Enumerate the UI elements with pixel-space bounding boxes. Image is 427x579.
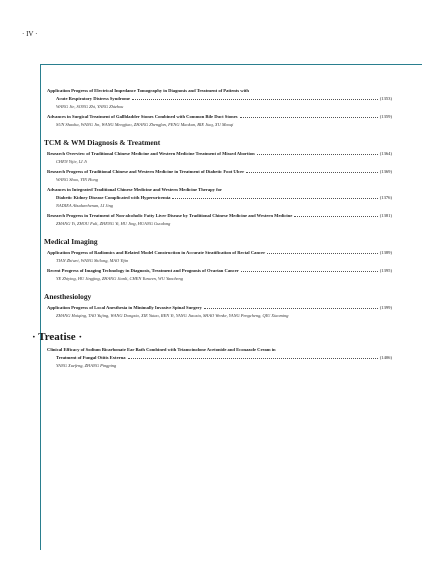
leader-dots <box>267 250 378 254</box>
article-title-line[interactable] <box>47 268 392 274</box>
article-title-line[interactable] <box>47 151 392 157</box>
leader-dots <box>132 96 378 100</box>
leader-dots <box>204 305 378 309</box>
article-authors: YE Zhiying, HU Jingjing, ZHANG Jianli, CHEN Yunwen, WU Yancheng <box>56 276 183 281</box>
article-page: (1353) <box>379 96 392 101</box>
article-title-line[interactable] <box>47 114 392 120</box>
article-title-text: Research Progress in Treatment of Non-alcoholic Fatty Liver Disease by Traditional Chinese Medicine and Western Medicine <box>47 213 293 218</box>
article-page: (1369) <box>379 169 392 174</box>
leader-dots <box>241 268 378 272</box>
article-authors: TIAN Zhiwei, WANG Shilong, MAO Yijin <box>56 258 129 263</box>
article-title-text: Treatment of Fungal Otitis Externa <box>56 355 126 360</box>
article-title-line[interactable] <box>47 355 392 361</box>
article-title-line[interactable] <box>47 169 392 175</box>
treatise-heading: · Treatise · <box>32 331 83 343</box>
article-authors: ZHANG Haiqing, TAO Yujing, WANG Dongxia, XIE Yutao, REN Yi, YANG Jiaoxia, SHAO Wenke, YANG Pengcheng, QIU Xiaoming <box>56 313 289 318</box>
article-title-line[interactable] <box>47 96 392 102</box>
article-authors: YANG Xuefeng, ZHANG Pingping <box>56 363 117 368</box>
article-title-text: Advances in Integrated Traditional Chinese Medicine and Western Medicine Therapy for <box>47 187 222 192</box>
article-authors: WANG Shuo, YIN Hong <box>56 177 98 182</box>
article-title-text: Advances in Surgical Treatment of Gallbladder Stones Combined with Common Bile Duct Stones <box>47 114 238 119</box>
leader-dots <box>257 151 378 155</box>
leader-dots <box>240 114 378 118</box>
section-heading: TCM & WM Diagnosis & Treatment <box>44 138 161 147</box>
page-number: · IV · <box>22 30 38 38</box>
article-title-line[interactable] <box>47 195 392 201</box>
article-authors: SUN Shaoha, WANG Jin, WANG Mengjiao, ZHANG Zhengfan, FENG Maokun, BIE Jiaq, XU Maoqi <box>56 122 234 127</box>
article-authors: WANG Jie, SONG Zhi, YANG Zhizhou <box>56 104 124 109</box>
article-title-text: Application Progress of Local Anesthesia in Minimally Invasive Spinal Surgery <box>47 305 202 310</box>
section-heading: Medical Imaging <box>44 237 98 246</box>
article-authors: CHEN Yijie, LI Ji <box>56 159 87 164</box>
leader-dots <box>172 195 377 199</box>
article-title-line[interactable] <box>47 88 392 94</box>
article-title-line[interactable] <box>47 250 392 256</box>
article-page: (1381) <box>379 213 392 218</box>
leader-dots <box>246 169 378 173</box>
article-title-text: Application Progress of Radiomics and Related Model Construction in Accurate Stratification of Rectal Cancer <box>47 250 266 255</box>
table-of-contents <box>32 84 392 369</box>
article-title-text: Application Progress of Electrical Impedance Tomography in Diagnosis and Treatment of Patients with <box>47 88 249 93</box>
article-page: (1364) <box>379 151 392 156</box>
leader-dots <box>294 213 377 217</box>
article-page: (1395) <box>379 268 392 273</box>
article-title-line[interactable] <box>47 347 392 353</box>
section-heading: Anesthesiology <box>44 292 92 301</box>
article-authors: ZHANG Yi, ZHOU Fuli, ZHENG Yi, HU Jing, HUANG Guodong <box>56 221 171 226</box>
article-title-line[interactable] <box>47 305 392 311</box>
article-page: (1376) <box>379 195 392 200</box>
article-page: (1399) <box>379 305 392 310</box>
article-title-text: Diabetic Kidney Disease Complicated with Hyperuricemia <box>56 195 171 200</box>
article-authors: NADIEA Abudurehenan, LI Jing <box>56 203 113 208</box>
article-title-text: Acute Respiratory Distress Syndrome <box>56 96 130 101</box>
article-title-text: Research Progress of Traditional Chinese and Western Medicine in Treatment of Diabetic Foot Ulcer <box>47 169 245 174</box>
article-title-text: Clinical Efficacy of Sodium Bicarbonate Ear Bath Combined with Triamcinolone Acetonide and Econazole Cream in <box>47 347 276 352</box>
article-title-text: Recent Progress of Imaging Technology in Diagnosis, Treatment and Prognosis of Ovarian Cancer <box>47 268 239 273</box>
frame-top-rule <box>40 64 422 65</box>
article-page: (1359) <box>379 114 392 119</box>
article-title-line[interactable] <box>47 213 392 219</box>
article-title-text: Research Overview of Traditional Chinese Medicine and Western Medicine Treatment of Missed Abortion <box>47 151 255 156</box>
article-page: (1406) <box>379 355 392 360</box>
article-title-line[interactable] <box>47 187 392 193</box>
frame-left-rule <box>40 64 41 550</box>
article-page: (1389) <box>379 250 392 255</box>
leader-dots <box>128 355 378 359</box>
